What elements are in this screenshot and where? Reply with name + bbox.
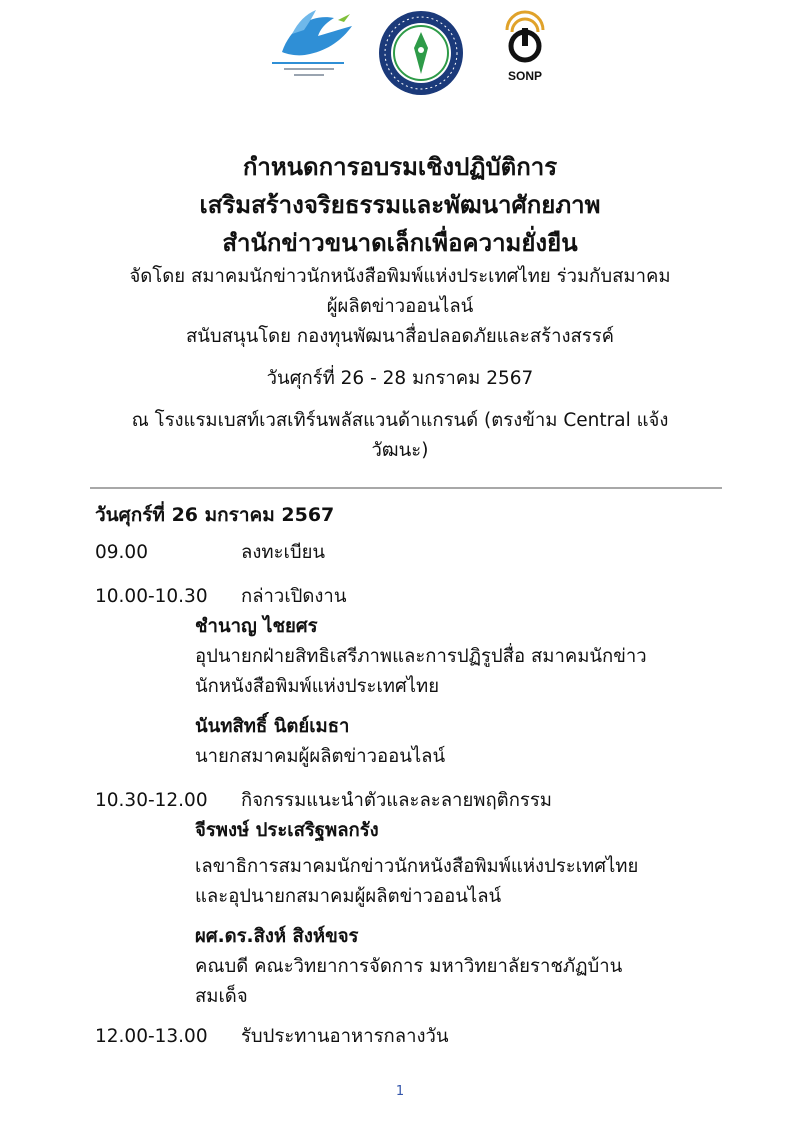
speaker-name: ชำนาญ ไชยศร — [195, 616, 318, 637]
schedule-row — [95, 786, 735, 816]
organizer-line-2: ผู้ผลิตข่าวออนไลน์ — [326, 296, 474, 317]
schedule-activity: ลงทะเบียน — [241, 542, 326, 563]
speaker-role-line: อุปนายกฝ่ายสิทธิเสรีภาพและการปฏิรูปสื่อ สมาคมนักข่าว — [195, 646, 647, 667]
day-title: วันศุกร์ที่ 26 มกราคม 2567 — [95, 504, 335, 526]
speaker-role-line: นักหนังสือพิมพ์แห่งประเทศไทย — [195, 676, 440, 697]
schedule-row — [95, 538, 735, 568]
sonp-logo-text: SONP — [507, 69, 543, 83]
organizer-line-1: จัดโดย สมาคมนักข่าวนักหนังสือพิมพ์แห่งประเทศไทย ร่วมกับสมาคม — [129, 266, 671, 287]
speaker-name: จีรพงษ์ ประเสริฐพลกรัง — [195, 820, 379, 841]
schedule-activity: รับประทานอาหารกลางวัน — [241, 1026, 449, 1047]
document-title-line-3: สำนักข่าวขนาดเล็กเพื่อความยั่งยืน — [222, 229, 578, 257]
venue-line-1: ณ โรงแรมเบสท์เวสเทิร์นพลัสแวนด้าแกรนด์ (ตรงข้าม Central แจ้ง — [131, 410, 669, 431]
speaker-role-line: นายกสมาคมผู้ผลิตข่าวออนไลน์ — [195, 746, 446, 767]
speaker-role-line: เลขาธิการสมาคมนักข่าวนักหนังสือพิมพ์แห่งประเทศไทย — [195, 856, 639, 877]
speaker — [195, 712, 735, 772]
schedule-time: 10.30-12.00 — [95, 790, 208, 811]
schedule-row — [95, 582, 735, 612]
document-title-line-2: เสริมสร้างจริยธรรมและพัฒนาศักยภาพ — [199, 191, 601, 219]
speaker — [195, 816, 735, 912]
speaker-role-line: สมเด็จ — [195, 986, 248, 1007]
speaker-role-line: คณบดี คณะวิทยาการจัดการ มหาวิทยาลัยราชภัฏบ้าน — [195, 956, 623, 977]
speaker-role-line: และอุปนายกสมาคมผู้ผลิตข่าวออนไลน์ — [195, 886, 502, 907]
schedule — [95, 500, 735, 1052]
venue-line-2: วัฒนะ) — [371, 440, 429, 461]
speaker — [195, 922, 735, 1012]
schedule-time: 12.00-13.00 — [95, 1026, 208, 1047]
speaker-name: นันทสิทธิ์ นิตย์เมธา — [195, 716, 350, 737]
schedule-row — [95, 1022, 735, 1052]
sonp-logo-icon — [498, 6, 552, 86]
page-number: 1 — [395, 1084, 405, 1099]
document-title-line-1: กำหนดการอบรมเชิงปฏิบัติการ — [242, 153, 558, 181]
speaker — [195, 612, 735, 702]
speaker-name: ผศ.ดร.สิงห์ สิงห์ขจร — [195, 926, 359, 947]
document-header — [40, 148, 760, 466]
section-divider — [90, 487, 722, 489]
logo-bar — [0, 0, 800, 100]
schedule-activity: กล่าวเปิดงาน — [241, 586, 347, 607]
schedule-activity: กิจกรรมแนะนำตัวและละลายพฤติกรรม — [241, 790, 552, 811]
dove-logo-icon — [262, 4, 354, 84]
event-date: วันศุกร์ที่ 26 - 28 มกราคม 2567 — [266, 368, 534, 389]
schedule-time: 09.00 — [95, 542, 148, 563]
schedule-time: 10.00-10.30 — [95, 586, 208, 607]
thai-journalists-association-logo-icon — [376, 8, 466, 98]
sponsor-line: สนับสนุนโดย กองทุนพัฒนาสื่อปลอดภัยและสร้างสรรค์ — [185, 326, 615, 347]
